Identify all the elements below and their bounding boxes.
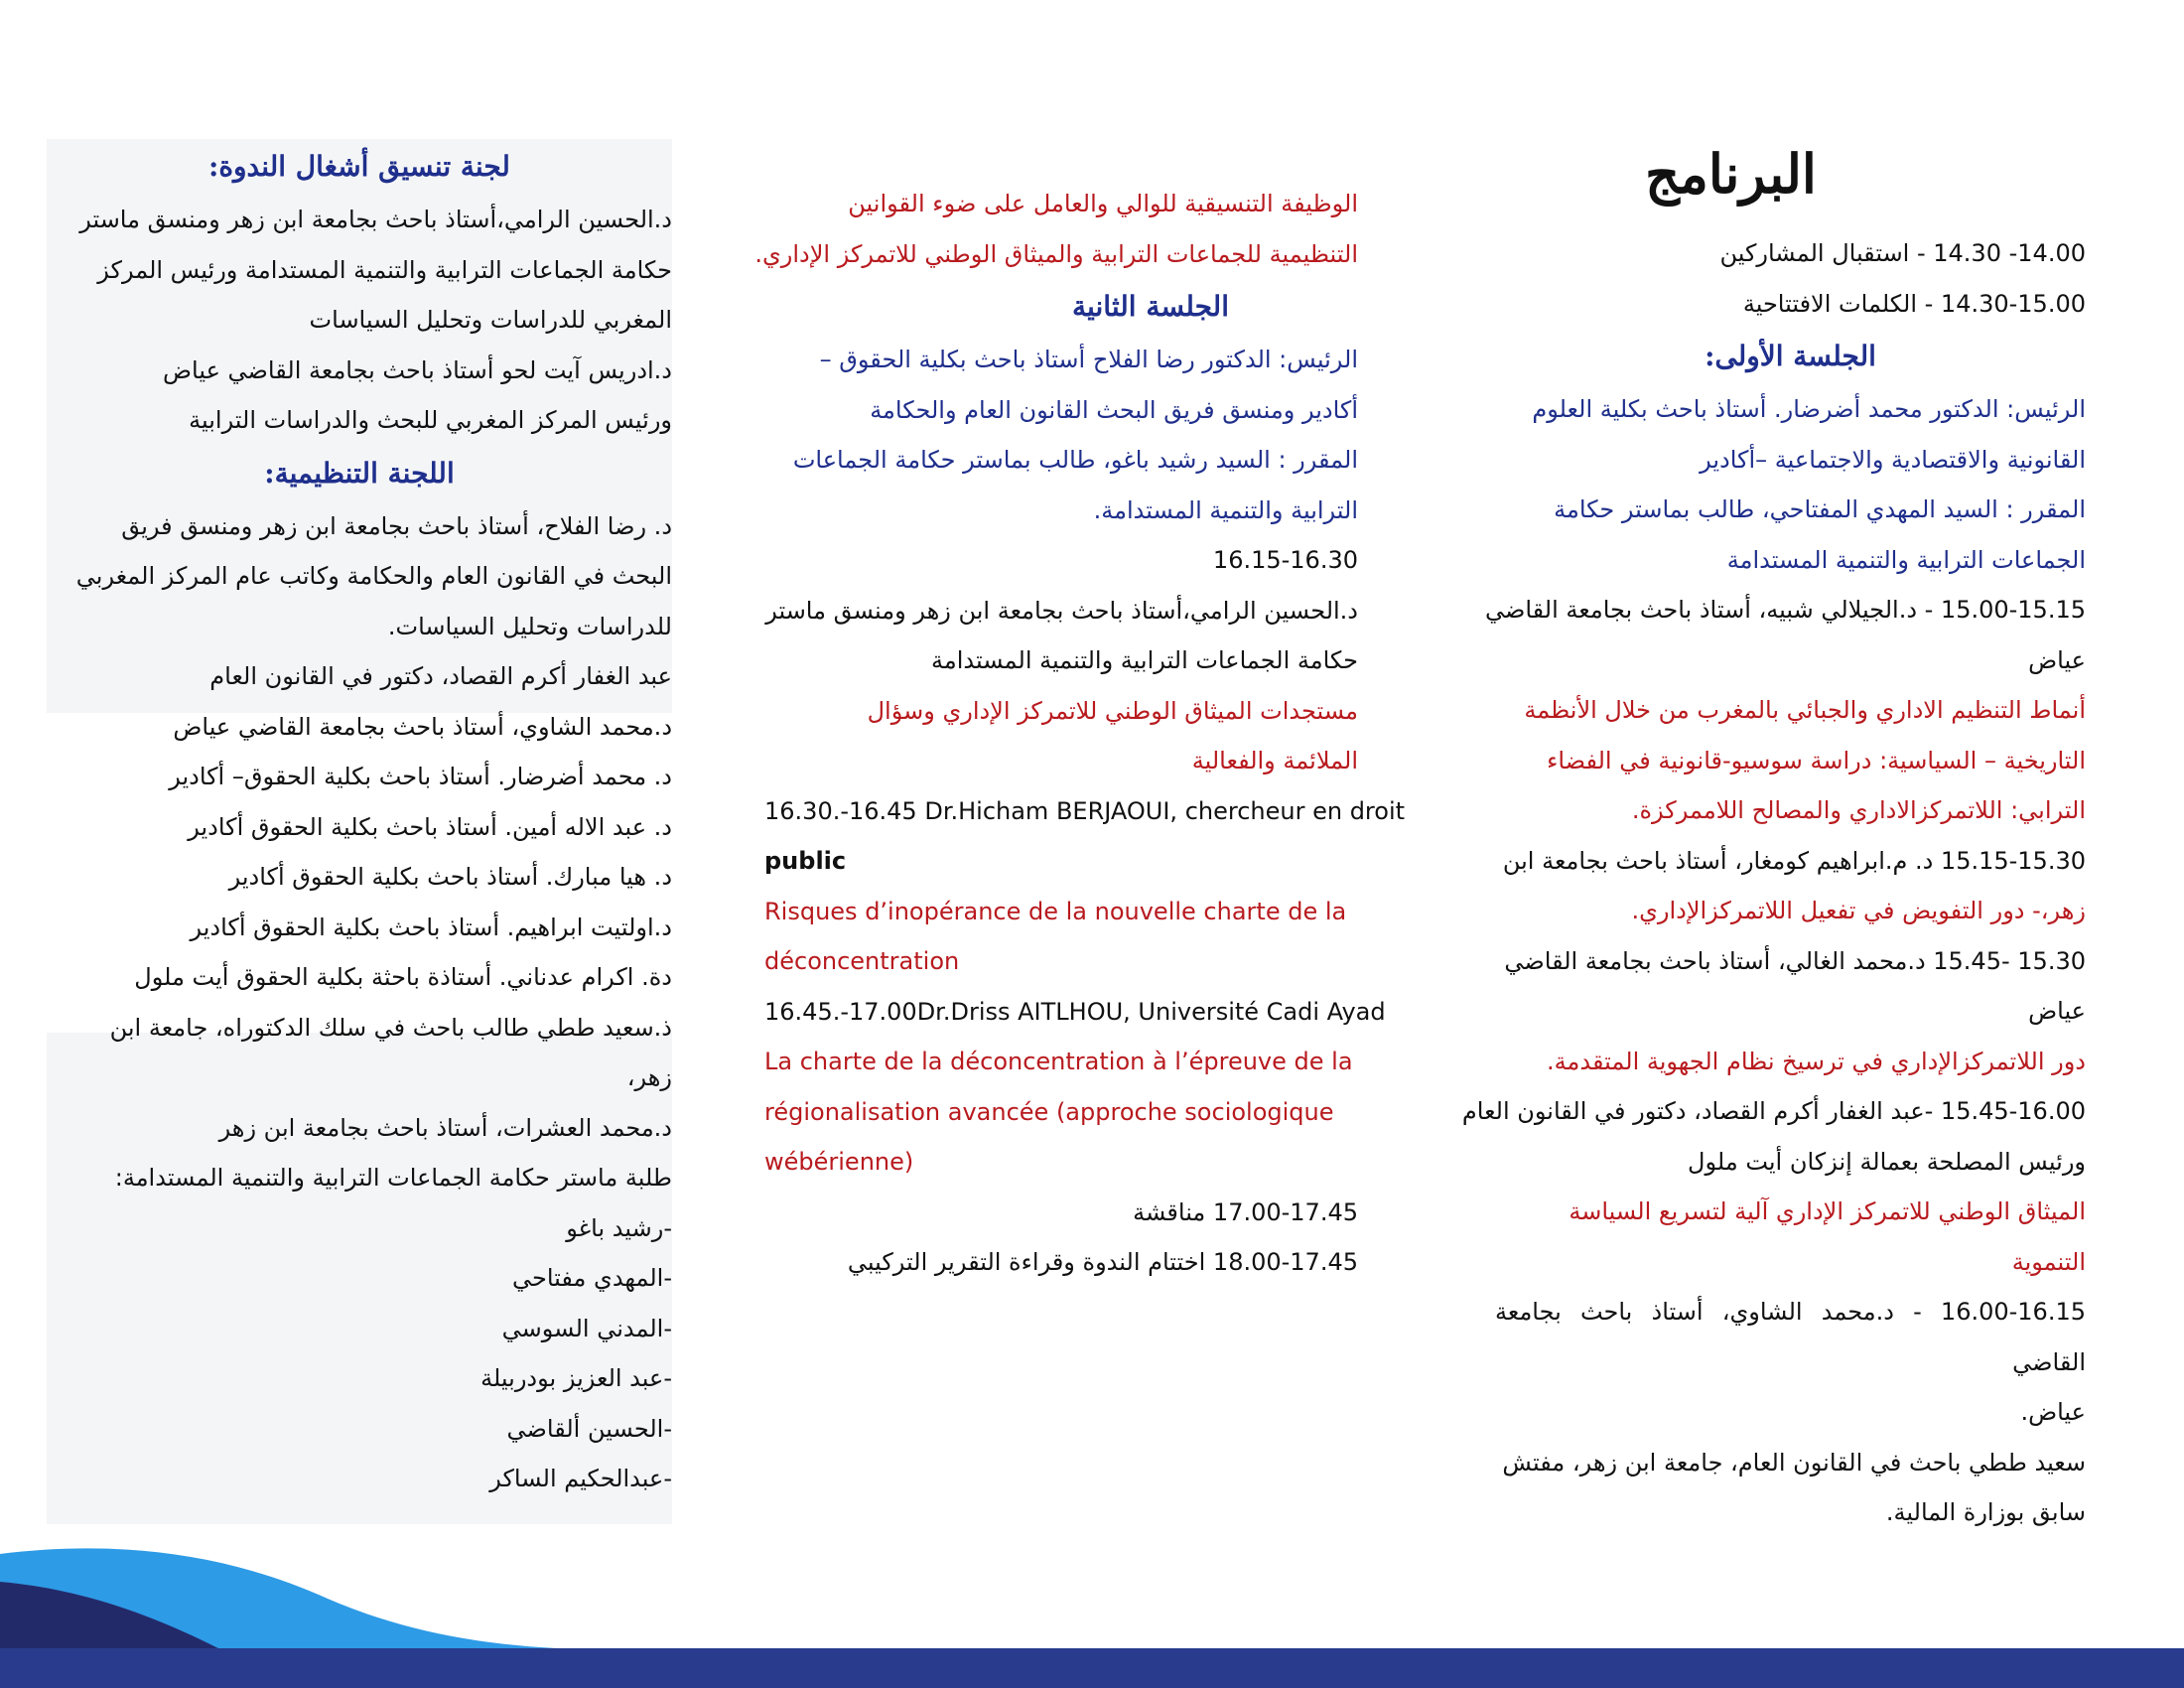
right-line: الرئيس: الدكتور محمد أضرضار. أستاذ باحث بكلية العلوم xyxy=(1532,395,2086,423)
committees-column xyxy=(47,139,672,1504)
right-line: 16.00-16.15 - د.محمد الشاوي، أستاذ باحث بجامعة القاضي xyxy=(1495,1298,2086,1376)
right-line: التنموية xyxy=(2011,1247,2086,1276)
left-line: د. هيا مبارك. أستاذ باحث بكلية الحقوق أكادير xyxy=(228,863,672,891)
left-line: د.الحسين الرامي،أستاذ باحث بجامعة ابن زهر ومنسق ماستر xyxy=(79,206,672,233)
right-line: سعيد ططي باحث في القانون العام، جامعة ابن زهر، مفتش xyxy=(1502,1448,2086,1477)
left-line: البحث في القانون العام والحكامة وكاتب عام المركز المغربي xyxy=(75,562,672,590)
middle-latin-line: Risques d’inopérance de la nouvelle charte de la xyxy=(764,897,1347,925)
right-line: 14.30-15.00 - الكلمات الافتتاحية xyxy=(1742,289,2086,318)
left-line: -عبد العزيز بودربيلة xyxy=(480,1364,672,1392)
left-line: ورئيس المركز المغربي للبحث والدراسات الترابية xyxy=(189,406,672,434)
committee-lines xyxy=(47,139,672,1504)
footer-bar xyxy=(0,1648,2184,1688)
right-line: التاريخية – السياسية: دراسة سوسيو-قانونية في الفضاء xyxy=(1547,746,2086,774)
right-line: المقرر : السيد المهدي المفتاحي، طالب بماستر حكامة xyxy=(1554,495,2086,523)
right-line: الجلسة الأولى: xyxy=(1705,340,1876,372)
left-line: عبد الغفار أكرم القصاد، دكتور في القانون العام xyxy=(209,662,672,690)
right-line: القانونية والاقتصادية والاجتماعية –أكادير xyxy=(1700,445,2086,474)
right-line: الجماعات الترابية والتنمية المستدامة xyxy=(1726,545,2086,574)
mid-line: التنظيمية للجماعات الترابية والميثاق الوطني للاتمركز الإداري. xyxy=(754,239,1358,268)
middle-end-line: 17.00-17.45 مناقشة xyxy=(1133,1197,1358,1226)
closing-lines xyxy=(764,1188,1358,1288)
right-line: سابق بوزارة المالية. xyxy=(1885,1498,2086,1526)
left-line: د.ادريس آيت لحو أستاذ باحث بجامعة القاضي عياض xyxy=(163,355,672,384)
left-line: -عبدالحكيم الساكر xyxy=(489,1465,672,1492)
program-column xyxy=(1461,139,2086,1538)
left-line: -المدني السوسي xyxy=(501,1314,672,1342)
right-line: ورئيس المصلحة بعمالة إنزكان أيت ملول xyxy=(1688,1147,2086,1176)
mid-line: الترابية والتنمية المستدامة. xyxy=(1093,495,1358,524)
mid-line: الجلسة الثانية xyxy=(1072,290,1229,323)
left-line: -الحسين ألقاضي xyxy=(506,1414,672,1443)
middle-latin-line: La charte de la déconcentration à l’épreuve de la xyxy=(764,1048,1353,1075)
program-title: البرنامج xyxy=(1645,142,1817,206)
left-line: د.محمد العشرات، أستاذ باحث بجامعة ابن زهر xyxy=(218,1113,672,1142)
right-line: 15.30 -15.45 د.محمد الغالي، أستاذ باحث بجامعة القاضي xyxy=(1504,946,2086,975)
left-line: د.اولتيت ابراهيم. أستاذ باحث بكلية الحقوق أكادير xyxy=(190,913,672,941)
program-lines xyxy=(1461,228,2086,1538)
right-line: دور اللاتمركزالإداري في ترسيخ نظام الجهوية المتقدمة. xyxy=(1547,1047,2086,1075)
right-line: الميثاق الوطني للاتمركز الإداري آلية لتسريع السياسة xyxy=(1569,1197,2086,1225)
left-line: اللجنة التنظيمية: xyxy=(264,456,455,490)
middle-latin-line: public xyxy=(764,847,847,875)
right-line: 15.00-15.15 - د.الجيلالي شبيه، أستاذ باحث بجامعة القاضي xyxy=(1484,596,2086,624)
middle-latin-line: régionalisation avancée (approche sociologique xyxy=(764,1097,1334,1126)
right-line: 15.45-16.00 -عبد الغفار أكرم القصاد، دكتور في القانون العام xyxy=(1461,1097,2086,1125)
mid-line: الملائمة والفعالية xyxy=(1191,747,1358,774)
right-line: عياض xyxy=(2028,997,2086,1025)
right-line: أنماط التنظيم الاداري والجبائي بالمغرب من خلال الأنظمة xyxy=(1524,696,2086,724)
right-line: الترابي: اللاتمركزالاداري والمصالح اللاممركزة. xyxy=(1631,796,2086,824)
mid-line: د.الحسين الرامي،أستاذ باحث بجامعة ابن زهر ومنسق ماستر xyxy=(765,596,1358,625)
right-line: 14.00- 14.30 - استقبال المشاركين xyxy=(1719,239,2086,267)
second-session-lines xyxy=(754,179,1358,786)
middle-end-line: 18.00-17.45 اختتام الندوة وقراءة التقرير التركيبي xyxy=(847,1248,1358,1276)
right-line: زهر،- دور التفويض في تفعيل اللاتمركزالإداري. xyxy=(1631,897,2086,924)
left-line: د. رضا الفلاح، أستاذ باحث بجامعة ابن زهر ومنسق فريق xyxy=(121,511,672,540)
footer-wave-decoration xyxy=(0,1544,615,1653)
mid-line: المقرر : السيد رشيد باغو، طالب بماستر حكامة الجماعات xyxy=(792,446,1358,474)
middle-latin-line: wébérienne) xyxy=(764,1148,914,1176)
left-line: دة. اكرام عدناني. أستاذة باحثة بكلية الحقوق أيت ملول xyxy=(134,963,672,991)
mid-line: أكادير ومنسق فريق البحث القانون العام والحكامة xyxy=(870,395,1358,424)
middle-latin-line: 16.45.-17.00Dr.Driss AITLHOU, Université Cadi Ayad xyxy=(764,997,1386,1026)
mid-line: حكامة الجماعات الترابية والتنمية المستدامة xyxy=(931,646,1358,674)
left-line: -رشيد باغو xyxy=(566,1213,672,1242)
mid-line: مستجدات الميثاق الوطني للاتمركز الإداري وسؤال xyxy=(867,696,1358,725)
left-line: د.محمد الشاوي، أستاذ باحث بجامعة القاضي عياض xyxy=(173,712,672,741)
second-session-column xyxy=(754,179,1406,1288)
left-line: المغربي للدراسات وتحليل السياسات xyxy=(309,306,672,334)
left-line: لجنة تنسيق أشغال الندوة: xyxy=(208,150,510,183)
left-line: د. عبد الاله أمين. أستاذ باحث بكلية الحقوق أكادير xyxy=(188,812,672,841)
mid-line: الوظيفة التنسيقية للوالي والعامل على ضوء القوانين xyxy=(848,190,1358,217)
right-line: 15.15-15.30 د. م.ابراهيم كومغار، أستاذ باحث بجامعة ابن xyxy=(1502,846,2086,875)
french-talks xyxy=(764,786,1406,1188)
left-line: زهر، xyxy=(626,1063,672,1091)
mid-line: 16.15-16.30 xyxy=(1212,546,1358,574)
middle-latin-line: déconcentration xyxy=(764,947,960,975)
left-line: حكامة الجماعات الترابية والتنمية المستدامة ورئيس المركز xyxy=(97,255,672,284)
right-line: عياض xyxy=(2028,645,2086,674)
right-line: عياض. xyxy=(2020,1398,2086,1426)
left-line: د. محمد أضرضار. أستاذ باحث بكلية الحقوق– أكادير xyxy=(169,763,672,790)
left-line: ذ.سعيد ططي طالب باحث في سلك الدكتوراه، جامعة ابن xyxy=(109,1013,672,1042)
left-line: -المهدي مفتاحي xyxy=(512,1264,672,1292)
middle-latin-line: 16.30.-16.45 Dr.Hicham BERJAOUI, chercheur en droit xyxy=(764,796,1406,825)
mid-line: الرئيس: الدكتور رضا الفلاح أستاذ باحث بكلية الحقوق – xyxy=(819,346,1358,373)
left-line: طلبة ماستر حكامة الجماعات الترابية والتنمية المستدامة: xyxy=(114,1164,672,1192)
left-line: للدراسات وتحليل السياسات. xyxy=(387,612,672,640)
